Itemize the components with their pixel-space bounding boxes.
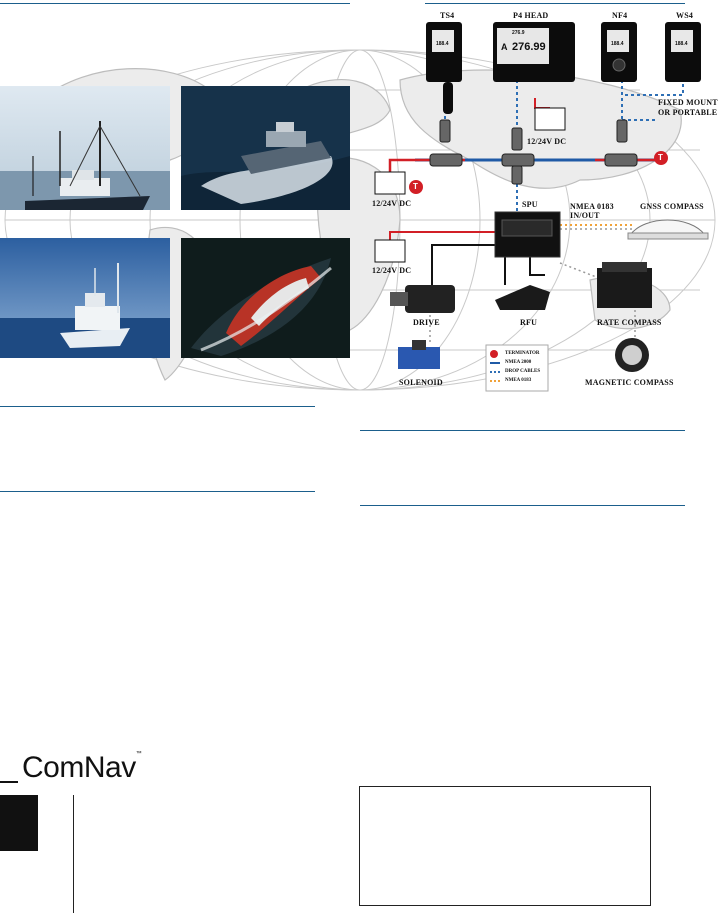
label-dc-power-top: 12/24V DC bbox=[527, 137, 567, 146]
label-nf4: NF4 bbox=[612, 11, 628, 20]
label-dc-power-left: 12/24V DC bbox=[372, 199, 412, 208]
label-or-portable: OR PORTABLE bbox=[658, 108, 718, 117]
terminator-left: T bbox=[413, 182, 419, 191]
legend-terminator: TERMINATOR bbox=[505, 351, 540, 356]
label-magnetic-compass: MAGNETIC COMPASS bbox=[585, 378, 674, 387]
label-gnss-compass: GNSS COMPASS bbox=[640, 202, 704, 211]
label-spu: SPU bbox=[522, 200, 538, 209]
footer-divider bbox=[73, 795, 74, 913]
legend-nmea-2000: NMEA 2000 bbox=[505, 360, 532, 365]
label-rfu: RFU bbox=[520, 318, 538, 327]
nf4-screen-value: 188.4 bbox=[611, 41, 624, 47]
contact-box bbox=[359, 786, 651, 906]
p4-heading-value: 276.99 bbox=[512, 41, 546, 53]
label-ts4: TS4 bbox=[440, 11, 455, 20]
label-dc-power-spu: 12/24V DC bbox=[372, 266, 412, 275]
label-solenoid: SOLENOID bbox=[399, 378, 443, 387]
comnav-logo bbox=[22, 751, 141, 785]
ws4-screen-value: 188.4 bbox=[675, 41, 688, 47]
left-rule-1 bbox=[0, 406, 315, 407]
trademark-mark: ™ bbox=[135, 751, 142, 757]
label-rate-compass: RATE COMPASS bbox=[597, 318, 662, 327]
right-rule-2 bbox=[360, 505, 685, 506]
label-fixed-mount: FIXED MOUNT bbox=[658, 98, 718, 107]
photo-patrol-boat bbox=[181, 86, 350, 210]
label-nmea-0183: NMEA 0183 bbox=[570, 202, 614, 211]
photo-research-vessel bbox=[0, 238, 170, 358]
ts4-screen-value: 188.4 bbox=[436, 41, 449, 47]
label-ws4: WS4 bbox=[676, 11, 694, 20]
left-rule-2 bbox=[0, 491, 315, 492]
certification-badge bbox=[0, 795, 38, 851]
logo-underline bbox=[0, 781, 18, 783]
legend-nmea-0183: NMEA 0183 bbox=[505, 378, 532, 383]
photo-trawler bbox=[0, 86, 170, 210]
photo-fireboat bbox=[181, 238, 350, 358]
p4-mode: A bbox=[501, 42, 508, 52]
label-p4-head: P4 HEAD bbox=[513, 11, 549, 20]
system-diagram bbox=[360, 0, 721, 400]
legend-drop-cables: DROP CABLES bbox=[505, 369, 541, 374]
label-drive: DRIVE bbox=[413, 318, 440, 327]
label-in-out: IN/OUT bbox=[570, 211, 600, 220]
right-rule-1 bbox=[360, 430, 685, 431]
p4-heading-small: 276.9 bbox=[512, 30, 525, 36]
terminator-right: T bbox=[658, 153, 664, 162]
comnav-logo-text: ComNav bbox=[22, 751, 136, 784]
top-rule-left bbox=[0, 3, 350, 4]
